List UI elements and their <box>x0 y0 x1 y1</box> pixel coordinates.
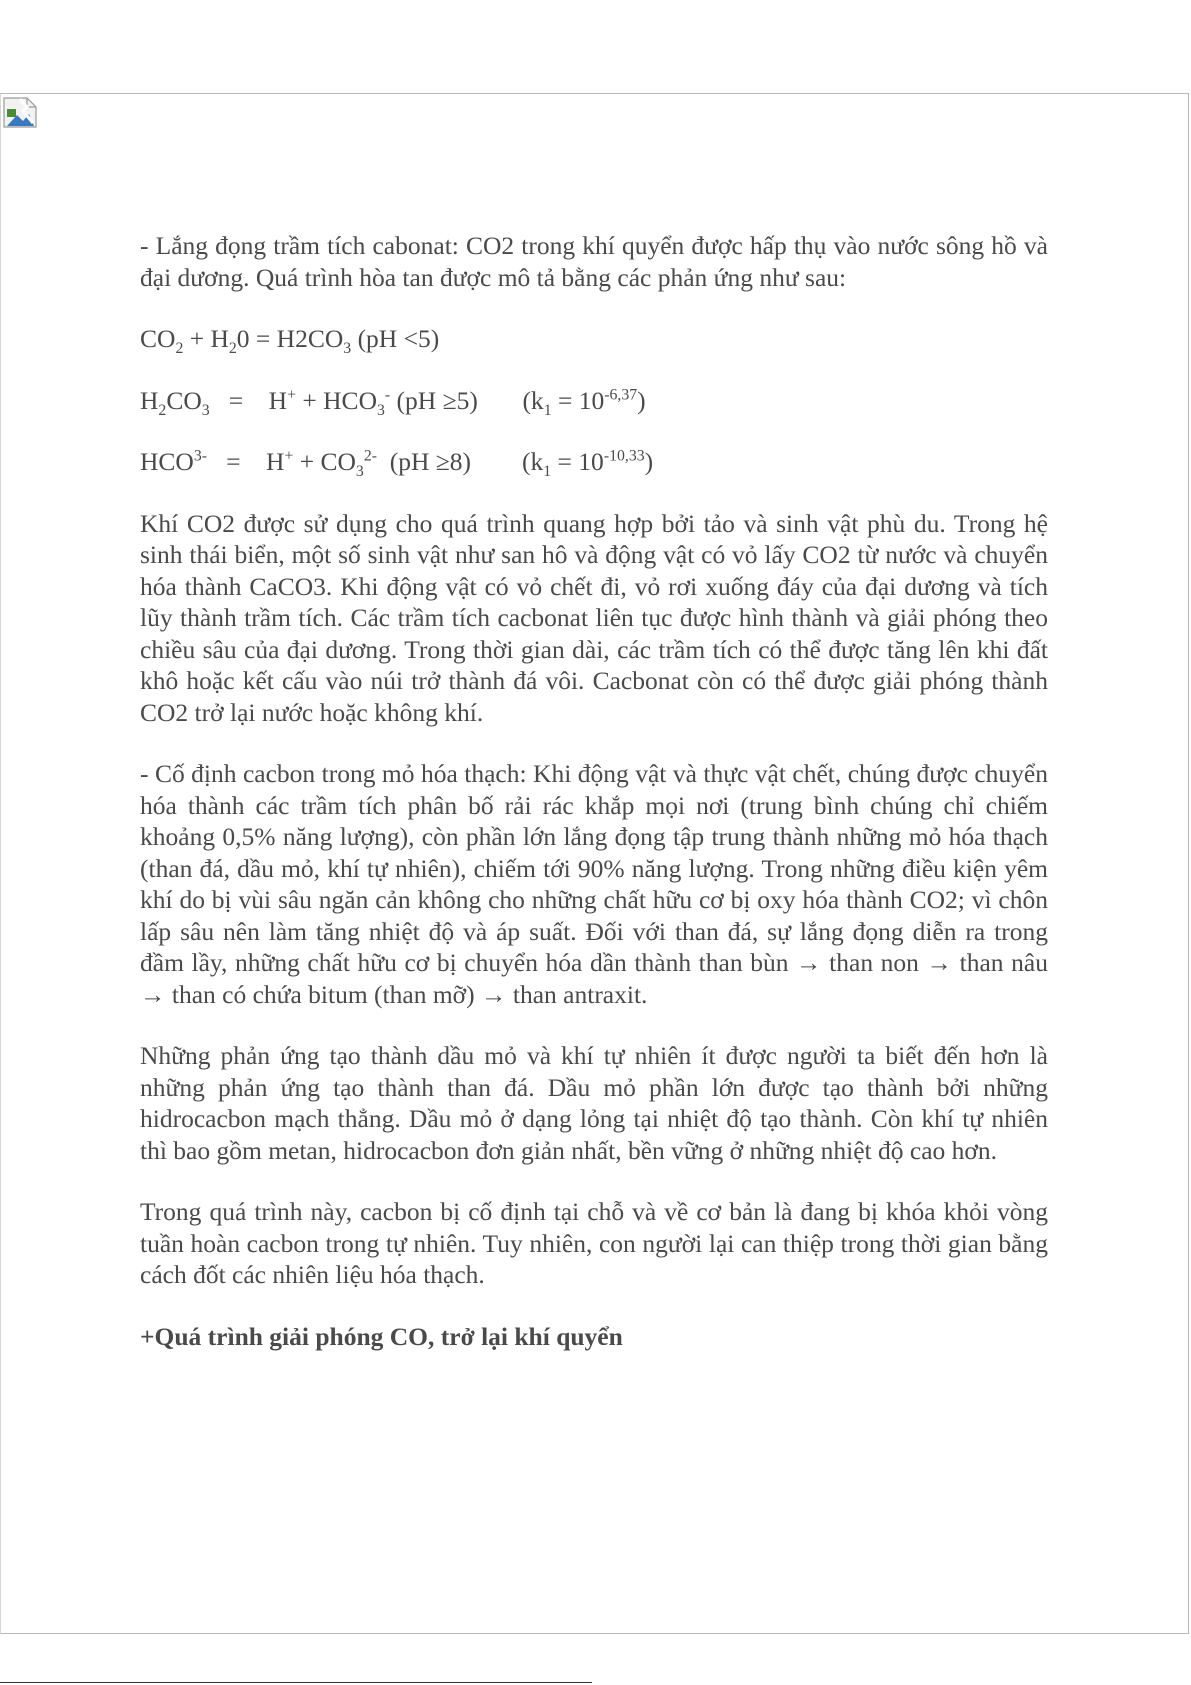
paragraph-fossil-carbon-fixation: - Cố định cacbon trong mỏ hóa thạch: Khi động vật và thực vật chết, chúng được chuyển hóa thành các trầm tích phân bố rải rác khắp mọi nơi (trung bình chúng chỉ chiếm khoảng 0,5% năng lượng), còn phần lớn lắng đọng tập trung thành những mỏ hóa thạch (than đá, dầu mỏ, khí tự nhiên), chiếm tới 90% năng lượng. Trong những điều kiện yêm khí do bị vùi sâu ngăn cản không cho những chất hữu cơ bị oxy hóa thành CO2; vì chôn lấp sâu nên làm tăng nhiệt độ và áp suất. Đối với than đá, sự lắng đọng diễn ra trong đầm lầy, những chất hữu cơ bị chuyển hóa dần thành than bùn → than non → than nâu → than có chứa bitum (than mỡ) → than antraxit. <box>140 759 1048 1009</box>
paragraph-carbon-locked: Trong quá trình này, cacbon bị cố định tại chỗ và về cơ bản là đang bị khóa khỏi vòng tuần hoàn cacbon trong tự nhiên. Tuy nhiên, con người lại can thiệp trong thời gian bằng cách đốt các nhiên liệu hóa thạch. <box>140 1197 1048 1289</box>
equation-carbonic-acid-dissociation: $H_2CO_3$ = $H^+ + HCO_3^-$ (pH ≥5) $(k_1 = 10^{-6,37})$ <box>140 385 646 419</box>
footer-divider <box>0 1682 592 1683</box>
paragraph-oil-gas-formation: Những phản ứng tạo thành dầu mỏ và khí tự nhiên ít được người ta biết đến hơn là những phản ứng tạo thành than đá. Dầu mỏ phần lớn được tạo thành bởi những hidrocacbon mạch thẳng. Dầu mỏ ở dạng lỏng tại nhiệt độ tạo thành. Còn khí tự nhiên thì bao gồm metan, hidrocacbon đơn giản nhất, bền vững ở những nhiệt độ cao hơn. <box>140 1041 1048 1165</box>
paragraph-carbonate-deposition: - Lắng đọng trầm tích cabonat: CO2 trong khí quyển được hấp thụ vào nước sông hồ và đại dương. Quá trình hòa tan được mô tả bằng các phản ứng như sau: <box>140 231 1048 292</box>
paragraph-photosynthesis-carbonate: Khí CO2 được sử dụng cho quá trình quang hợp bởi tảo và sinh vật phù du. Trong hệ sinh thái biển, một số sinh vật như san hô và động vật có vỏ lấy CO2 từ nước và chuyển hóa thành CaCO3. Khi động vật có vỏ chết đi, vỏ rơi xuống đáy của đại dương và tích lũy thành trầm tích. Các trầm tích cacbonat liên tục được hình thành và giải phóng theo chiều sâu của đại dương. Trong thời gian dài, các trầm tích có thể được tăng lên khi đất khô hoặc kết cấu vào núi trở thành đá vôi. Cacbonat còn có thể được giải phóng thành CO2 trở lại nước hoặc không khí. <box>140 508 1048 727</box>
section-heading-co-release: +Quá trình giải phóng CO, trở lại khí quyển <box>140 1321 623 1351</box>
equation-co2-dissolution: $CO_2 + H_20 = H2CO_3$ (pH <5) <box>140 324 440 358</box>
equation-bicarbonate-dissociation: $HCO^{3-}$ = $H^+ + CO_3^{2-}$ (pH ≥8) $(k_1 = 10^{-10,33})$ <box>140 447 654 481</box>
broken-image-icon <box>3 97 38 128</box>
document-body <box>140 230 1048 1352</box>
